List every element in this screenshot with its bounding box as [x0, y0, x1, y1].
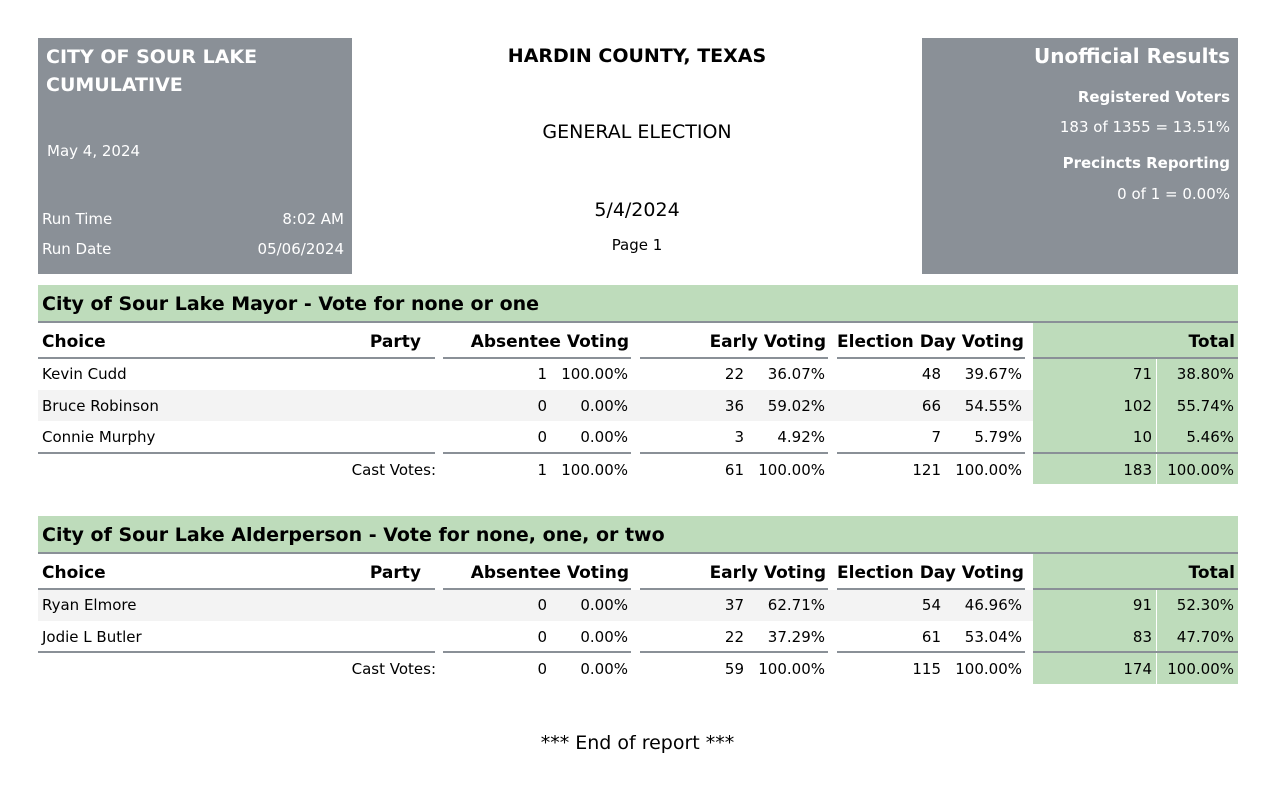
col-party: Party: [369, 563, 421, 583]
total-votes: 183: [1123, 461, 1152, 479]
absentee-votes: 1: [537, 461, 547, 479]
choice-name: Bruce Robinson: [42, 397, 159, 415]
total-pct: 52.30%: [1176, 596, 1234, 614]
choice-name: Ryan Elmore: [42, 596, 137, 614]
election-name: GENERAL ELECTION: [542, 121, 732, 143]
total-votes: 71: [1132, 365, 1152, 383]
early-pct: 100.00%: [758, 660, 825, 678]
col-early: Early Voting: [709, 563, 826, 583]
cast-rule: [640, 651, 828, 653]
jurisdiction-title: CITY OF SOUR LAKE CUMULATIVE: [46, 46, 258, 96]
election-day-votes: 7: [931, 428, 941, 446]
early-pct: 59.02%: [767, 397, 825, 415]
election-day-pct: 54.55%: [964, 397, 1022, 415]
cast-rule: [38, 651, 435, 653]
total-pct: 5.46%: [1186, 428, 1234, 446]
registered-voters-value: 183 of 1355 = 13.51%: [1059, 118, 1230, 136]
total-pct: 47.70%: [1176, 628, 1234, 646]
election-day-votes: 61: [921, 628, 941, 646]
early-votes: 22: [724, 628, 744, 646]
contest-title: City of Sour Lake Alderperson - Vote for none, one, or two: [38, 516, 1238, 554]
col-total: Total: [1188, 563, 1235, 583]
early-votes: 37: [724, 596, 744, 614]
county-title: HARDIN COUNTY, TEXAS: [507, 45, 767, 67]
page-number: Page 1: [611, 236, 663, 254]
absentee-pct: 100.00%: [561, 461, 628, 479]
cast-rule: [640, 452, 828, 454]
election-day-pct: 100.00%: [955, 660, 1022, 678]
header-rule: [837, 588, 1025, 590]
total-divider: [1156, 589, 1157, 684]
end-of-report: *** End of report ***: [540, 732, 735, 754]
early-pct: 36.07%: [767, 365, 825, 383]
cast-votes-label: Cast Votes:: [351, 660, 436, 678]
total-votes: 10: [1132, 428, 1152, 446]
contest-title: City of Sour Lake Mayor - Vote for none or one: [38, 285, 1238, 323]
absentee-pct: 0.00%: [580, 428, 628, 446]
election-day-pct: 53.04%: [964, 628, 1022, 646]
col-total: Total: [1188, 332, 1235, 352]
col-party: Party: [369, 332, 421, 352]
election-day-votes: 115: [912, 660, 941, 678]
run-time-value: 8:02 AM: [282, 210, 344, 228]
absentee-votes: 0: [537, 596, 547, 614]
header-rule: [837, 357, 1025, 359]
absentee-pct: 0.00%: [580, 596, 628, 614]
choice-name: Connie Murphy: [42, 428, 156, 446]
cast-rule: [443, 651, 631, 653]
early-votes: 22: [724, 365, 744, 383]
absentee-votes: 0: [537, 628, 547, 646]
total-votes: 91: [1132, 596, 1152, 614]
absentee-pct: 0.00%: [580, 397, 628, 415]
absentee-votes: 0: [537, 397, 547, 415]
total-pct: 55.74%: [1176, 397, 1234, 415]
election-day-votes: 54: [921, 596, 941, 614]
absentee-pct: 100.00%: [561, 365, 628, 383]
header-rule: [640, 588, 828, 590]
early-votes: 61: [724, 461, 744, 479]
total-divider: [1156, 358, 1157, 484]
election-day-votes: 121: [912, 461, 941, 479]
header-right-panel: [922, 38, 1238, 274]
total-pct: 38.80%: [1176, 365, 1234, 383]
election-day-votes: 48: [921, 365, 941, 383]
election-day-pct: 5.79%: [974, 428, 1022, 446]
header-left-panel: [38, 38, 352, 274]
results-status: Unofficial Results: [1034, 44, 1230, 68]
election-date-text: May 4, 2024: [47, 142, 141, 160]
total-pct: 100.00%: [1167, 660, 1234, 678]
cast-rule: [38, 452, 435, 454]
election-day-pct: 39.67%: [964, 365, 1022, 383]
absentee-pct: 0.00%: [580, 660, 628, 678]
early-votes: 59: [724, 660, 744, 678]
cast-rule: [1033, 452, 1238, 454]
cast-rule: [443, 452, 631, 454]
early-pct: 62.71%: [767, 596, 825, 614]
header-rule: [38, 357, 435, 359]
header-rule: [443, 588, 631, 590]
col-absentee: Absentee Voting: [470, 563, 629, 583]
run-date-value: 05/06/2024: [257, 240, 344, 258]
cast-votes-label: Cast Votes:: [351, 461, 436, 479]
col-election-day: Election Day Voting: [837, 332, 1024, 352]
col-absentee: Absentee Voting: [470, 332, 629, 352]
total-votes: 83: [1132, 628, 1152, 646]
precincts-value: 0 of 1 = 0.00%: [1117, 185, 1230, 203]
run-time-label: Run Time: [42, 210, 113, 228]
total-votes: 102: [1123, 397, 1152, 415]
absentee-votes: 0: [537, 428, 547, 446]
registered-voters-label: Registered Voters: [1077, 88, 1230, 106]
early-pct: 37.29%: [767, 628, 825, 646]
absentee-pct: 0.00%: [580, 628, 628, 646]
election-day-votes: 66: [921, 397, 941, 415]
absentee-votes: 0: [537, 660, 547, 678]
cast-rule: [837, 452, 1025, 454]
absentee-votes: 1: [537, 365, 547, 383]
election-day-pct: 100.00%: [955, 461, 1022, 479]
header-center: [352, 38, 922, 274]
header-rule: [38, 588, 435, 590]
early-pct: 4.92%: [777, 428, 825, 446]
total-votes: 174: [1123, 660, 1152, 678]
header-rule: [1033, 588, 1238, 590]
precincts-label: Precincts Reporting: [1062, 154, 1230, 172]
header-rule: [1033, 357, 1238, 359]
col-choice: Choice: [42, 332, 106, 352]
header-rule: [640, 357, 828, 359]
total-pct: 100.00%: [1167, 461, 1234, 479]
early-pct: 100.00%: [758, 461, 825, 479]
header-rule: [443, 357, 631, 359]
run-date-label: Run Date: [42, 240, 112, 258]
col-choice: Choice: [42, 563, 106, 583]
election-day-pct: 46.96%: [964, 596, 1022, 614]
election-date: 5/4/2024: [594, 199, 680, 221]
choice-name: Jodie L Butler: [42, 628, 142, 646]
early-votes: 3: [734, 428, 744, 446]
choice-name: Kevin Cudd: [42, 365, 127, 383]
early-votes: 36: [724, 397, 744, 415]
cast-rule: [1033, 651, 1238, 653]
col-election-day: Election Day Voting: [837, 563, 1024, 583]
col-early: Early Voting: [709, 332, 826, 352]
cast-rule: [837, 651, 1025, 653]
